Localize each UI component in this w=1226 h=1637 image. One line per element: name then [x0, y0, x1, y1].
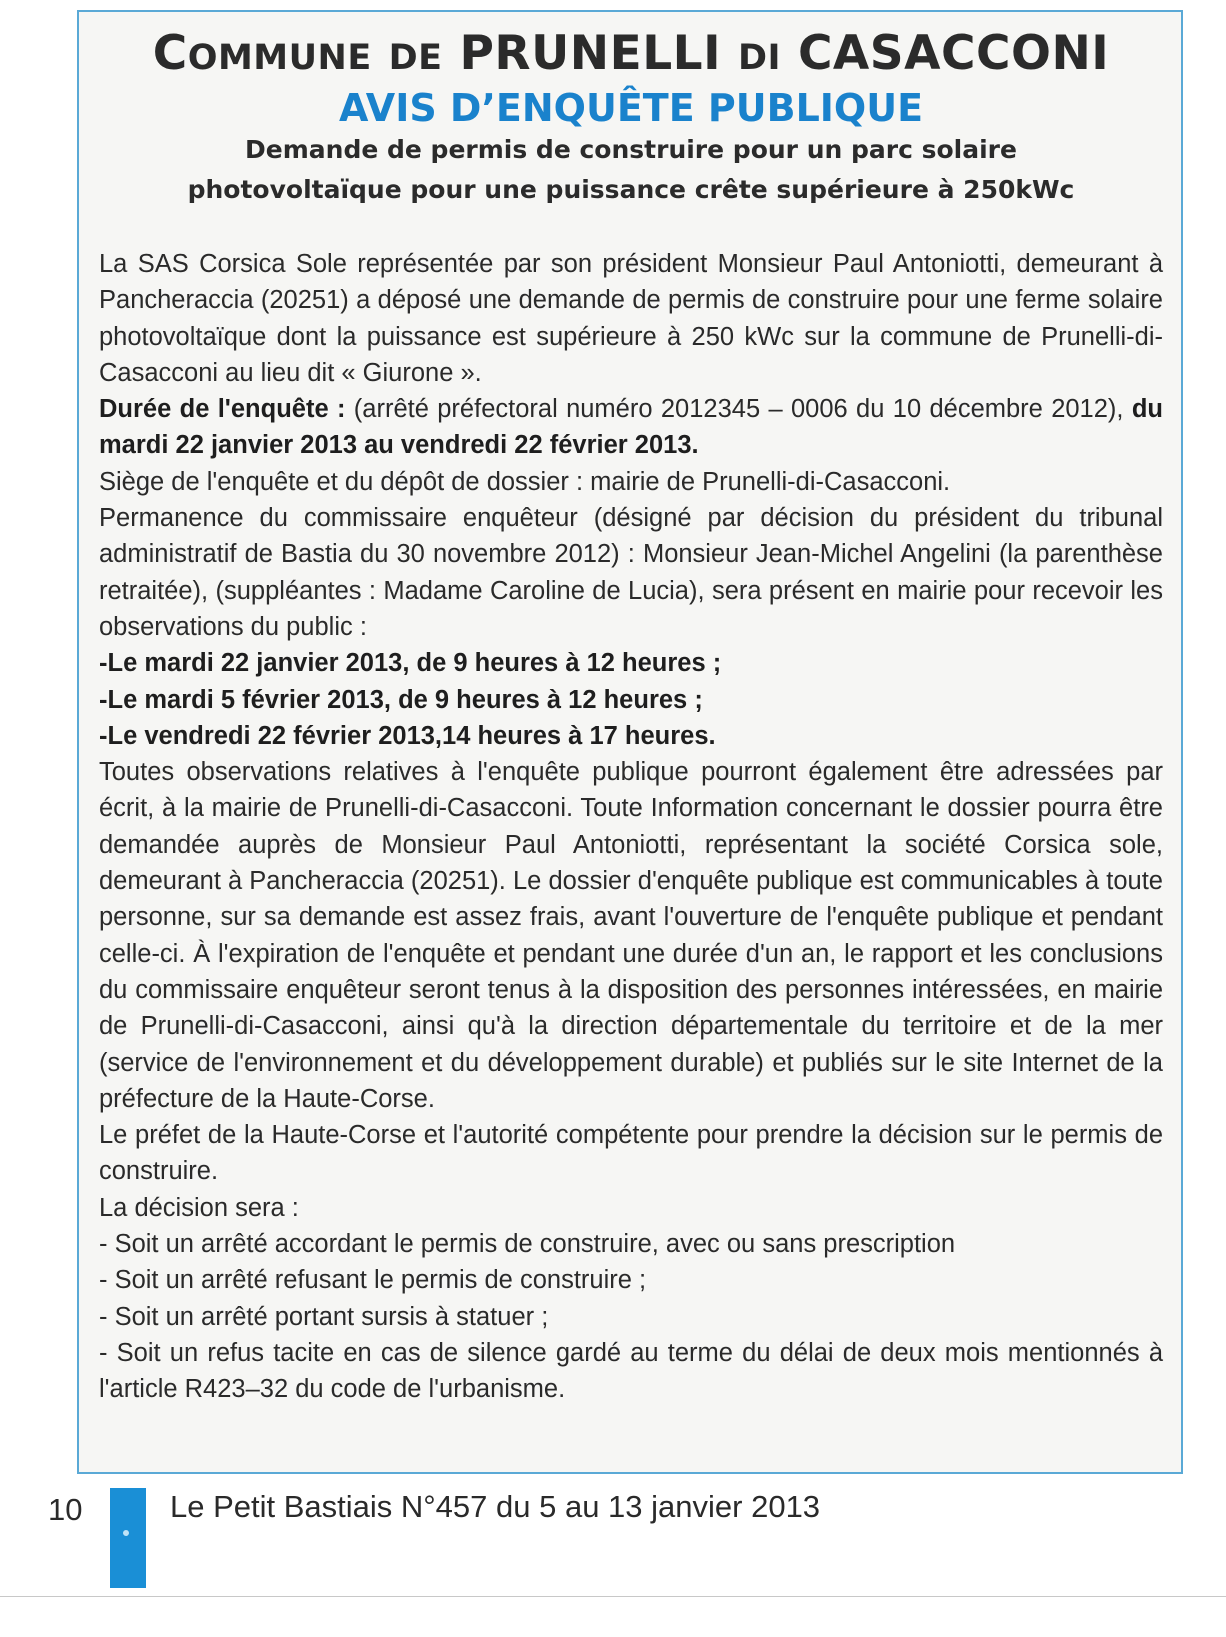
session-3: -Le vendredi 22 février 2013,14 heures à 17 heures. [99, 721, 716, 750]
page-number: 10 [48, 1492, 83, 1527]
observations-paragraph: Toutes observations relatives à l'enquête publique pourront également être adressées par écrit, à la mairie de Prunelli-di-Casacconi. Toute Information concernant le dossier pourra être demandée auprès de Monsieur Paul Antoniotti, représentant la société Corsica sole, demeurant à Pancheraccia (20251). Le dossier d'enquête publique est communicables à toute personne, sur sa demande est assez frais, avant l'ouverture de l'enquête publique et pendant celle-ci. À l'expiration de l'enquête et pendant une durée d'un an, le rapport et les conclusions du commissaire enquêteur seront tenus à la disposition des personnes intéressées, en mairie de Prunelli-di-Casacconi, ainsi qu'à la direction départementale du territoire et de la mer (service de l'environnement et du développement durable) et publiés sur le site Internet de la préfecture de la Haute-Corse. [99, 758, 1163, 1113]
footer-accent-bar [110, 1488, 146, 1588]
intro-paragraph: La SAS Corsica Sole représentée par son président Monsieur Paul Antoniotti, demeurant à Pancheraccia (20251) a déposé une demande de permis de construire pour une ferme solaire photovoltaïque dont la puissance est supérieure à 250 kWc sur la commune de Prunelli-di-Casacconi au lieu dit « Giurone ». [99, 250, 1163, 387]
permanence-paragraph: Permanence du commissaire enquêteur (désigné par décision du président du tribunal administratif de Bastia du 30 novembre 2012) : Monsieur Jean-Michel Angelini (la parenthèse retraitée), (suppléantes : Madame Caroline de Lucia), sera présent en mairie pour recevoir les observations du public : [99, 504, 1163, 641]
title-word-di: DI [737, 38, 782, 78]
notice-subject [99, 130, 1163, 210]
subject-line-1: Demande de permis de construire pour un parc solaire [245, 135, 1017, 164]
subject-line-2: photovoltaïque pour une puissance crête supérieure à 250kWc [187, 175, 1075, 204]
commune-title [99, 26, 1163, 86]
duration-label: Durée de l'enquête : [99, 395, 346, 424]
decision-intro: La décision sera : [99, 1193, 299, 1222]
duration-paragraph [99, 391, 1163, 464]
notice-type-heading: AVIS D’ENQUÊTE PUBLIQUE [338, 86, 924, 130]
session-1: -Le mardi 22 janvier 2013, de 9 heures à 12 heures ; [99, 649, 722, 678]
decision-item-1: - Soit un arrêté accordant le permis de construire, avec ou sans prescription [99, 1230, 956, 1259]
decision-item-4: - Soit un refus tacite en cas de silence gardé au terme du délai de deux mois mentionnés à l'article R423–32 du code de l'urbanisme. [99, 1338, 1163, 1404]
session-item [99, 682, 1163, 718]
notice-body [99, 246, 1163, 1408]
title-word-prunelli: PRUNELLI [459, 26, 722, 81]
footer-divider [0, 1596, 1226, 1597]
footer-dot-icon [123, 1530, 129, 1536]
authority-paragraph: Le préfet de la Haute-Corse et l'autorité compétente pour prendre la décision sur le permis de construire. [99, 1121, 1163, 1186]
session-item [99, 718, 1163, 754]
decision-item-2: - Soit un arrêté refusant le permis de construire ; [99, 1266, 647, 1295]
duration-text: (arrêté préfectoral numéro 2012345 – 0006 du 10 décembre 2012), [345, 395, 1132, 424]
title-word-casacconi: CASACCONI [797, 26, 1110, 81]
title-word-commune-initial: C [152, 26, 188, 81]
title-word-commune-rest: OMMUNE [187, 38, 372, 78]
title-word-de: DE [388, 38, 443, 78]
session-item [99, 645, 1163, 681]
session-2: -Le mardi 5 février 2013, de 9 heures à 12 heures ; [99, 685, 703, 714]
public-notice-box [77, 10, 1183, 1474]
publication-info: Le Petit Bastiais N°457 du 5 au 13 janvier 2013 [170, 1489, 821, 1524]
decision-item-3: - Soit un arrêté portant sursis à statuer ; [99, 1302, 549, 1331]
duration-dates: du mardi 22 janvier 2013 au vendredi 22 février 2013. [99, 395, 1163, 460]
seat-paragraph: Siège de l'enquête et du dépôt de dossier : mairie de Prunelli-di-Casacconi. [99, 467, 951, 496]
